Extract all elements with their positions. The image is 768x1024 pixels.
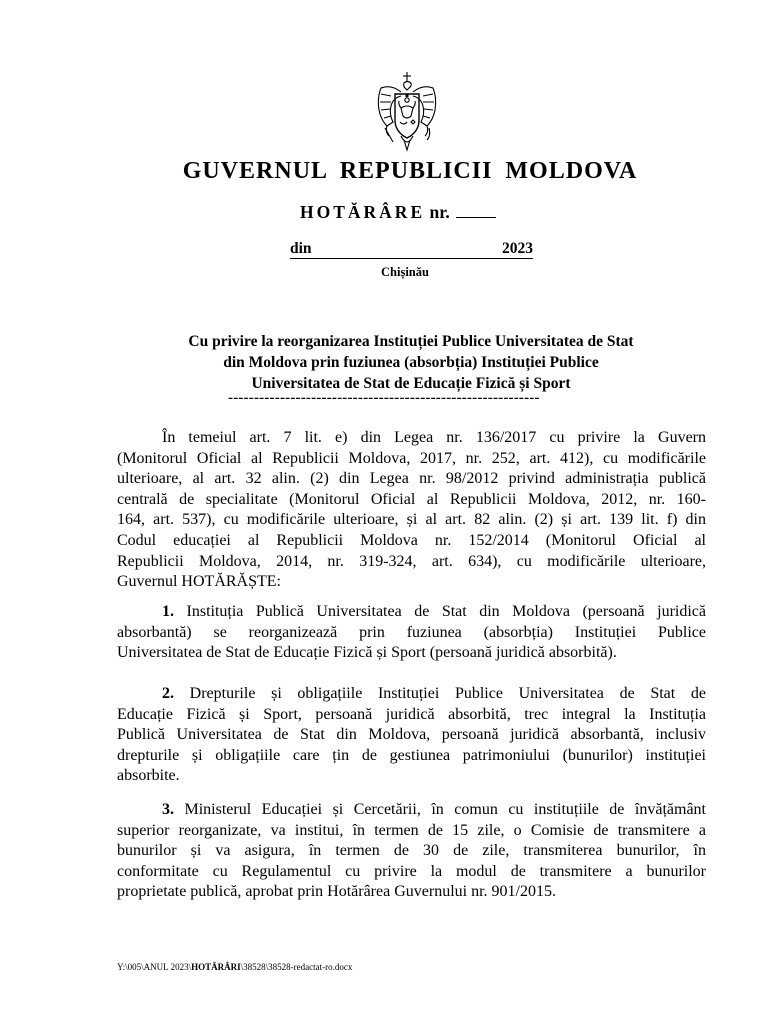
preamble-line: În temeiul art. 7 lit. e) din Legea nr. 136/2017 cu privire la Guvern	[162, 429, 706, 446]
point-line: absorbantă) se reorganizează prin fuziunea (absorbția) Instituției Publice	[117, 623, 706, 641]
point-number: 2.	[162, 685, 174, 702]
date-line	[290, 240, 533, 259]
footer-path-prefix: Y:\005\ANUL 2023\	[117, 962, 192, 972]
preamble-line: Guvernul HOTĂRĂȘTE:	[117, 573, 281, 591]
point-line: superior reorganizate, va institui, în termen de 15 zile, o Comisie de transmitere a	[117, 821, 706, 839]
decision-number-blank	[456, 203, 496, 218]
footer-path-bold: HOTĂRÂRI	[191, 962, 241, 972]
preamble-line: centrală de specialitate (Monitorul Oficial al Republicii Moldova, 2012, nr. 160-	[117, 490, 706, 508]
preamble-paragraph	[117, 428, 706, 593]
point-line: conformitate cu Regulamentul cu privire la modul de transmitere a bunurilor	[117, 862, 706, 880]
preamble-line: (Monitorul Oficial al Republicii Moldova, 2017, nr. 252, art. 412), cu modificările	[117, 449, 706, 467]
point-line: Universitatea de Stat de Educație Fizică și Sport (persoană juridică absorbită).	[117, 644, 617, 662]
point-line: bunurilor și va asigura, în termen de 30 de zile, transmiterea bunurilor, în	[117, 842, 706, 860]
point-line	[117, 684, 706, 705]
point-line: Educație Fizică și Sport, persoană juridică absorbită, trec integral la Instituția	[117, 705, 706, 723]
footer-path-suffix: \38528\38528-redactat-ro.docx	[240, 962, 353, 972]
city-name: Chișinău	[381, 265, 429, 279]
subject-line: din Moldova prin fuziunea (absorbția) Instituției Publice	[223, 354, 599, 371]
point-1-paragraph	[117, 602, 706, 664]
point-line	[117, 602, 706, 623]
subject-line: Universitatea de Stat de Educație Fizică și Sport	[251, 375, 571, 392]
point-line: Publică Universitatea de Stat din Moldova, persoană juridică absorbantă, inclusiv	[117, 726, 706, 744]
point-line: absorbite.	[117, 767, 180, 785]
file-path-footer	[117, 962, 352, 972]
point-line	[117, 800, 706, 821]
decision-number-label: nr.	[429, 202, 450, 222]
decision-subject	[115, 331, 707, 394]
point-line: drepturile și obligațiile care țin de gestiunea patrimoniului (bunurilor) instituției	[117, 746, 706, 764]
preamble-line: ulterioare, al art. 32 alin. (2) din Legea nr. 98/2012 privind administrația publică	[117, 470, 706, 488]
decision-label: HOTĂRÂRE	[300, 202, 426, 222]
government-title: GUVERNUL REPUBLICII MOLDOVA	[182, 158, 638, 184]
preamble-line: Republicii Moldova, 2014, nr. 319-324, art. 634), cu modificările ulterioare,	[117, 552, 706, 570]
point-text: Instituția Publică Universitatea de Stat din Moldova (persoană juridică	[186, 603, 707, 620]
subject-line: Cu privire la reorganizarea Instituției Publice Universitatea de Stat	[188, 333, 634, 350]
subject-separator: ------------------------------------------------------------	[228, 390, 540, 406]
point-3-paragraph	[117, 800, 706, 903]
preamble-line: Codul educației al Republicii Moldova nr. 152/2014 (Monitorul Oficial al	[117, 531, 706, 549]
decision-heading	[300, 202, 496, 223]
coat-of-arms-emblem	[371, 70, 443, 154]
preamble-line: 164, art. 537), cu modificările ulterioare, și al art. 82 alin. (2) și art. 139 lit. f) din	[117, 511, 706, 529]
date-year: 2023	[502, 240, 533, 257]
point-number: 1.	[162, 603, 174, 620]
point-2-paragraph	[117, 684, 706, 787]
point-text: Ministerul Educației și Cercetării, în comun cu instituțiile de învățământ	[184, 801, 706, 818]
point-number: 3.	[162, 801, 174, 818]
point-line: proprietate publică, aprobat prin Hotărârea Guvernului nr. 901/2015.	[117, 883, 556, 901]
date-prefix: din	[290, 240, 312, 257]
point-text: Drepturile și obligațiile Instituției Publice Universitatea de Stat de	[189, 685, 706, 702]
